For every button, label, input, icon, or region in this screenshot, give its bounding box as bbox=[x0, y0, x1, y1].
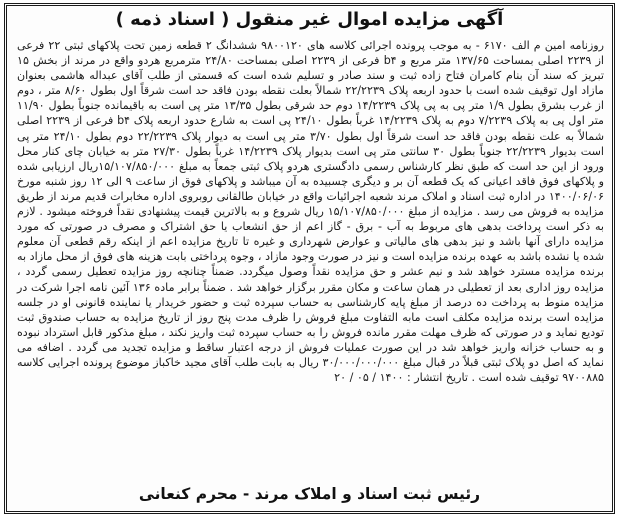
notice-title: آگهی مزایده اموال غیر منقول ( اسناد ذمه ) bbox=[115, 9, 504, 30]
notice-signature: رئیس ثبت اسناد و املاک مرند - محرم کنعانی bbox=[138, 485, 481, 503]
notice-body: روزنامه امین م الف ۶۱۷۰ - به موجب پرونده اجرائی کلاسه های ۹۸۰۰۱۲۰ ششدانگ ۲ قطعه زمین تحت پلاکهای ثبتی ۲۲ فرعی از ۲۲۳۹ اصلی بمساحت ۱۳۷/۶۵ متر مربع و b۴ فرعی از ۲۲۳۹ اصلی بمساحت ۲۴/۸۰ مترمربع هردو واقع در مرند از بخش ۱۵ تبریز که سند آن بنام کامران فتاح زاده ثبت و سند صادر و تسلیم شده است که قسمتی از طلب آقای عبداله هاشمی بعنوان مازاد اول توقیف شده است با حدود اربعه پلاک ۲۲/۲۲۳۹ شمالاً بعلت نقطه بودن فاقد حد است شرقاً اول بطول ۸/۶۰ متر ، دوم از غرب بشرق بطول ۱/۹ متر پی به پی پلاک ۱۴/۲۲۳۹ دوم حد شرقی بطول ۱۳/۳۵ متر پی است به باقیمانده جنوباً بطول ۱۱/۹۰ متر اول پی به پلاک ۷/۲۲۳۹ دوم به پلاک ۱۴/۲۲۳۹ غرباً بطول ۲۴/۱۰ پی است به شارع حدود اربعه پلاک b۴ فرعی از ۲۲۳۹ اصلی شمالاً به علت نقطه بودن فاقد حد است شرقاً اول بطول ۳/۷۰ متر پی است به دیوار پلاک ۲۲/۲۲۳۹ دوم بطول ۲۴/۱۰ متر پی است بدیوار ۲۲/۲۲۳۹ جنوباً بطول ۳۰ سانتی متر پی است بدیوار پلاک ۱۴/۲۲۳۹ غرباً بطول ۲۷/۳۰ متر به خیابان چای کنار محل ورود از این حد است که طبق نظر کارشناس رسمی دادگستری هردو پلاک ثبتی جمعاً به مبلغ ۱۵/۱۰۷/۸۵۰/۰۰۰ریال ارزیابی شده و پلاکهای فوق فاقد اعیانی که یک قطعه آن بر و دیگری چسبیده به آن میباشد و پلاکهای فوق از ساعت ۹ الی ۱۲ روز شنبه مورخ ۱۴۰۰/۰۶/۰۶ در اداره ثبت اسناد و املاک مرند شعبه اجرائیات واقع در خیابان طالقانی روبروی اداره مخابرات قدیم مرند از طریق مزایده به فروش می رسد . مزایده از مبلغ ۱۵/۱۰۷/۸۵۰/۰۰۰ ریال شروع و به بالاترین قیمت پیشنهادی نقداً فروخته میشود . لازم به ذکر است پرداخت بدهی های مربوط به آب - برق - گاز اعم از حق انشعاب یا حق اشتراک و مصرف در صورتی که مورد مزایده دارای آنها باشد و نیز بدهی های مالیاتی و عوارض شهرداری و غیره تا تاریخ مزایده اعم از اینکه رقم قطعی آن معلوم شده یا نشده باشد به عهده برنده مزایده است و نیز در صورت وجود مازاد ، وجوه پرداختی بابت هزینه های فوق از محل مازاد به برنده مزایده مسترد خواهد شد و نیم عشر و حق مزایده نقداً وصول میگردد. ضمناً چنانچه روز مزایده تعطیل رسمی گردد ، مزایده روز اداری بعد از تعطیلی در همان ساعت و مکان مقرر برگزار خواهد شد . ضمناً برابر ماده ۱۳۶ آئین نامه اجرا شرکت در مزایده منوط به پرداخت ده درصد از مبلغ پایه کارشناسی به حساب سپرده ثبت و حضور خریدار یا نماینده قانونی او در جلسه مزایده است برنده مزایده مکلف است مابه التفاوت مبلغ فروش را ظرف مدت پنج روز از تاریخ مزایده به حساب صندوق ثبت تودیع نماید و در صورتی که ظرف مهلت مقرر مانده فروش را به حساب سپرده ثبت واریز نکند ، مبلغ مذکور قابل استرداد نبوده و به حساب خزانه واریز خواهد شد در این صورت عملیات فروش از درجه اعتبار ساقط و مزایده تجدید می گردد . اضافه می نماید که اصل دو پلاک ثبتی قبلاً در قبال مبلغ ۳۰/۰۰۰/۰۰۰/۰۰۰ ریال به بابت طلب آقای مجید خاکباز موضوع پرونده اجرایی کلاسه ۹۷۰۰۸۸۵ توقیف شده است . تاریخ انتشار : ۱۴۰۰ / ۰۵ / ۲۰ bbox=[17, 39, 605, 385]
notice-frame bbox=[4, 3, 615, 514]
